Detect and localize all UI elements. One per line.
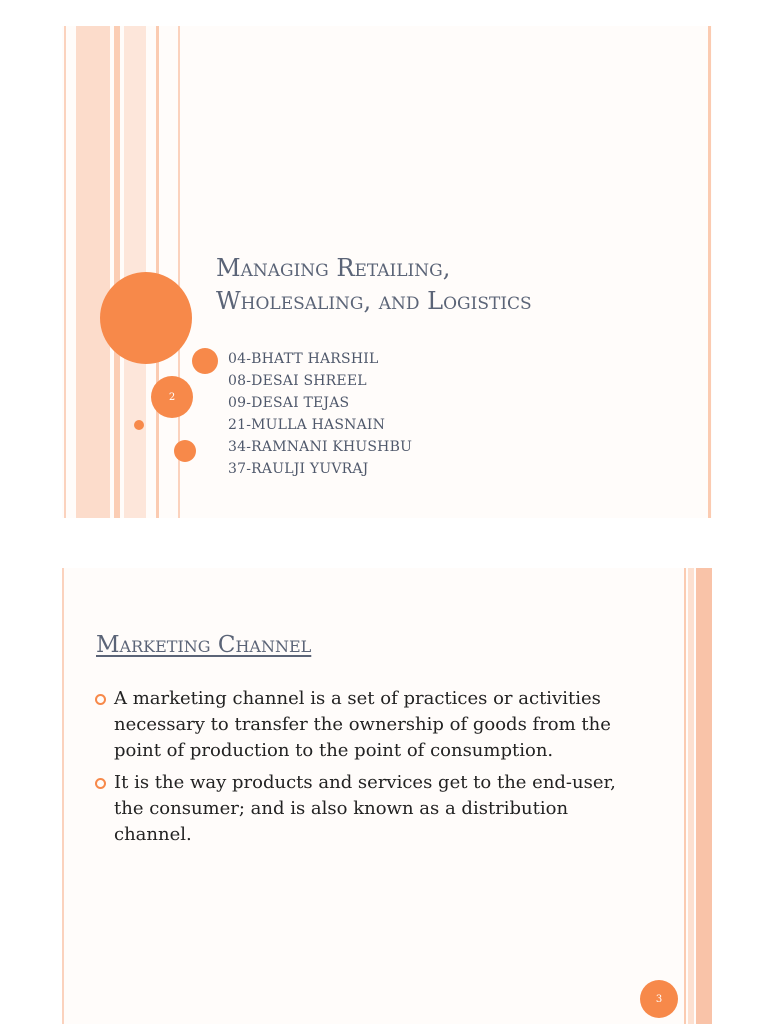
decor-stripe [156,26,159,518]
member-item: 08-DESAI SHREEL [228,373,367,389]
member-item: 37-RAULJI YUVRAJ [228,461,369,477]
page-number: 2 [168,391,176,403]
decor-stripe [114,26,120,518]
decor-stripe [688,568,694,1024]
page-number: 3 [655,993,663,1005]
member-list [228,348,412,480]
decor-stripe [76,26,110,518]
slide-title-heading [216,252,532,318]
decor-circle [134,420,144,430]
slide-marketing-channel [62,568,712,1024]
decor-circle [192,348,218,374]
ring-bullet-icon [95,694,106,705]
decor-stripe [696,568,712,1024]
slide-heading: Marketing Channel [96,632,312,658]
page-number-badge [640,980,678,1018]
decor-stripe [64,26,66,518]
ring-bullet-icon [95,778,106,789]
decor-stripe [684,568,686,1024]
decor-circle [100,272,192,364]
title-line-2: Wholesaling, and Logistics [216,287,532,315]
bullet-list [94,686,624,854]
member-item: 09-DESAI TEJAS [228,395,350,411]
decor-circle [174,440,196,462]
page-number-badge [151,376,193,418]
bullet-text: It is the way products and services get to the end-user, the consumer; and is also known as a distribution channel. [114,772,616,845]
decor-stripe [62,568,64,1024]
slide-title [62,26,712,518]
member-item: 04-BHATT HARSHIL [228,351,379,367]
member-item: 21-MULLA HASNAIN [228,417,386,433]
bullet-item [94,686,624,764]
decor-stripe [708,26,711,518]
bullet-item [94,770,624,848]
member-item: 34-RAMNANI KHUSHBU [228,439,413,455]
bullet-text: A marketing channel is a set of practices or activities necessary to transfer the ownership of goods from the point of production to the point of consumption. [114,688,611,761]
title-line-1: Managing Retailing, [216,254,451,282]
